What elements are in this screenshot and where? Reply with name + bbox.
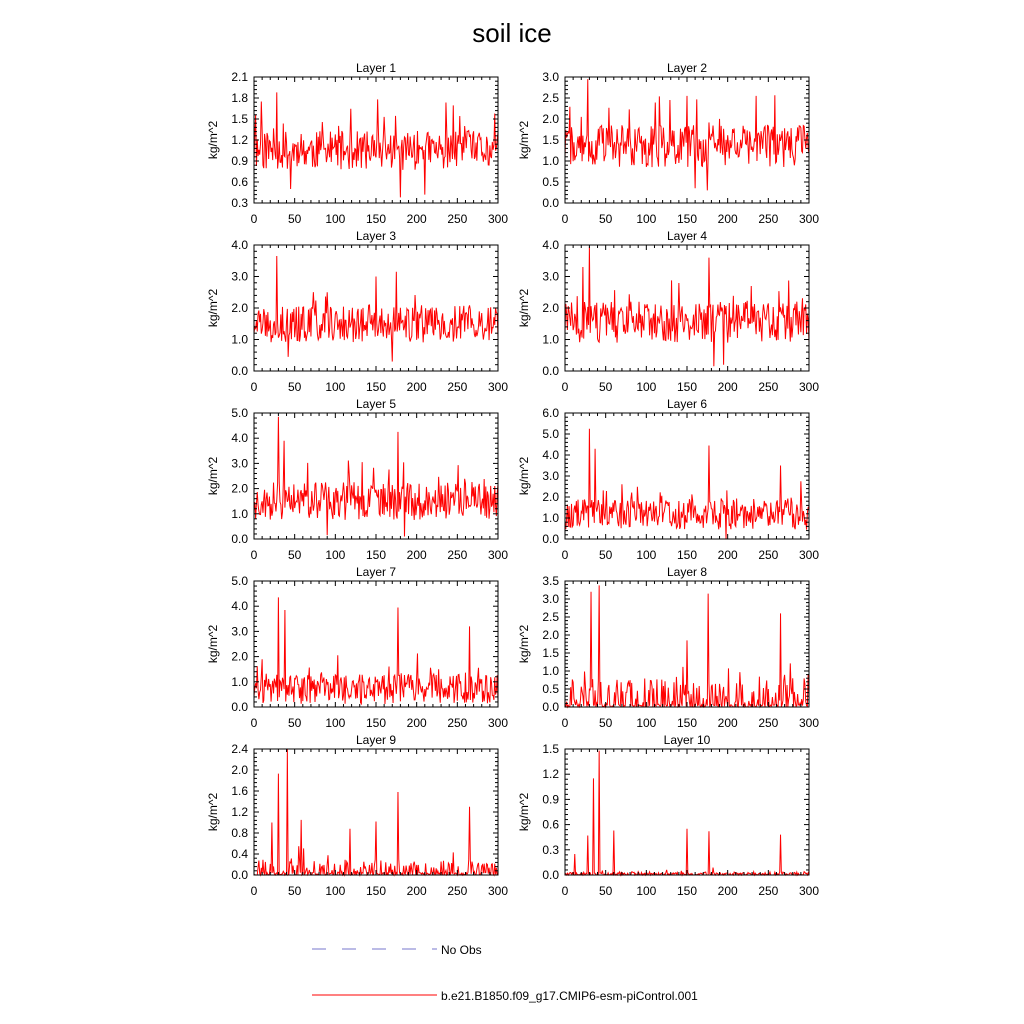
x-tick-label: 250 [447, 548, 468, 562]
x-tick-label: 200 [406, 548, 427, 562]
series-line [254, 92, 498, 197]
x-tick-label: 50 [287, 212, 302, 226]
x-tick-label: 0 [561, 548, 569, 562]
y-tick-label: 0.4 [231, 847, 248, 861]
panel-title: Layer 6 [666, 397, 708, 411]
x-tick-label: 200 [406, 380, 427, 394]
y-tick-label: 0.0 [542, 700, 559, 714]
x-tick-label: 0 [250, 212, 258, 226]
y-axis-label: kg/m^2 [206, 792, 220, 832]
y-tick-label: 1.0 [231, 332, 248, 347]
x-tick-label: 50 [598, 380, 613, 394]
y-tick-label: 1.6 [231, 784, 248, 798]
y-tick-label: 0.3 [542, 842, 559, 857]
y-axis-label: kg/m^2 [206, 456, 220, 496]
x-tick-label: 300 [798, 884, 820, 898]
x-tick-label: 150 [365, 380, 387, 394]
y-tick-label: 0.0 [542, 364, 559, 378]
y-axis-label: kg/m^2 [206, 120, 220, 160]
y-axis-label: kg/m^2 [517, 792, 531, 832]
x-tick-label: 0 [250, 884, 258, 898]
y-tick-label: 4.0 [542, 238, 559, 252]
y-tick-label: 0.5 [542, 175, 559, 189]
y-tick-label: 0.6 [542, 817, 559, 832]
x-tick-label: 300 [487, 212, 509, 226]
x-tick-label: 250 [447, 212, 468, 226]
y-tick-label: 3.0 [231, 456, 248, 471]
series-line [565, 79, 809, 190]
x-tick-label: 100 [636, 548, 657, 562]
x-tick-label: 100 [636, 380, 657, 394]
panel-title: Layer 7 [355, 565, 397, 579]
y-tick-label: 3.0 [542, 592, 559, 606]
x-tick-label: 200 [406, 884, 427, 898]
x-tick-label: 100 [325, 548, 346, 562]
y-tick-label: 2.0 [542, 628, 559, 642]
x-tick-label: 50 [598, 716, 613, 730]
panel-layer-10 [517, 733, 819, 898]
y-tick-label: 0.0 [542, 196, 559, 210]
panel-title: Layer 10 [663, 733, 711, 747]
x-tick-label: 0 [561, 212, 569, 226]
x-tick-label: 50 [287, 884, 302, 898]
y-tick-label: 1.5 [231, 112, 248, 126]
x-tick-label: 150 [676, 212, 698, 226]
x-tick-label: 50 [598, 884, 613, 898]
y-tick-label: 1.0 [542, 154, 559, 168]
y-axis-label: kg/m^2 [206, 624, 220, 664]
x-tick-label: 300 [798, 548, 820, 562]
series-line [565, 429, 809, 539]
y-tick-label: 2.4 [231, 742, 248, 756]
y-tick-label: 4.0 [542, 448, 559, 462]
x-tick-label: 250 [758, 212, 779, 226]
y-tick-label: 1.2 [542, 767, 559, 782]
y-tick-label: 5.0 [542, 427, 559, 441]
x-tick-label: 200 [406, 212, 427, 226]
x-tick-label: 100 [636, 212, 657, 226]
chart-title: soil ice [472, 18, 552, 48]
x-tick-label: 150 [676, 548, 698, 562]
x-tick-label: 250 [758, 548, 779, 562]
panel-layer-5 [206, 397, 508, 562]
x-tick-label: 100 [325, 380, 346, 394]
y-tick-label: 1.8 [231, 91, 248, 105]
x-tick-label: 250 [447, 884, 468, 898]
x-tick-label: 150 [676, 716, 698, 730]
y-tick-label: 1.0 [542, 511, 559, 525]
plot-frame [254, 749, 498, 875]
series-line [565, 751, 809, 875]
y-tick-label: 3.0 [231, 624, 248, 639]
y-tick-label: 1.0 [231, 674, 248, 689]
panel-title: Layer 4 [666, 229, 708, 243]
x-tick-label: 0 [250, 548, 258, 562]
x-tick-label: 300 [798, 212, 820, 226]
series-line [565, 247, 809, 367]
y-tick-label: 5.0 [231, 574, 248, 588]
x-tick-label: 150 [676, 380, 698, 394]
x-tick-label: 100 [325, 884, 346, 898]
panel-layer-3 [206, 229, 508, 394]
y-tick-label: 2.0 [542, 490, 559, 504]
panel-grid [206, 61, 819, 898]
panel-title: Layer 5 [355, 397, 397, 411]
y-tick-label: 1.5 [542, 742, 559, 756]
x-tick-label: 50 [287, 548, 302, 562]
x-tick-label: 100 [636, 884, 657, 898]
y-tick-label: 2.0 [231, 763, 248, 777]
x-tick-label: 150 [676, 884, 698, 898]
series-line [254, 417, 498, 537]
y-tick-label: 1.5 [542, 133, 559, 147]
x-tick-label: 200 [717, 716, 738, 730]
y-tick-label: 4.0 [231, 599, 248, 614]
y-tick-label: 2.0 [231, 649, 248, 664]
x-tick-label: 100 [325, 212, 346, 226]
x-tick-label: 50 [287, 716, 302, 730]
y-tick-label: 0.3 [231, 196, 248, 210]
y-tick-label: 1.2 [231, 133, 248, 147]
x-tick-label: 250 [447, 716, 468, 730]
x-tick-label: 50 [598, 212, 613, 226]
y-tick-label: 2.0 [231, 301, 248, 315]
y-tick-label: 1.5 [542, 646, 559, 660]
x-tick-label: 200 [717, 548, 738, 562]
x-tick-label: 100 [325, 716, 346, 730]
x-tick-label: 300 [487, 380, 509, 394]
y-tick-label: 3.5 [542, 574, 559, 588]
y-tick-label: 4.0 [231, 431, 248, 446]
y-tick-label: 0.0 [231, 364, 248, 378]
x-tick-label: 300 [798, 716, 820, 730]
series-line [254, 597, 498, 704]
y-tick-label: 0.6 [231, 175, 248, 189]
y-tick-label: 0.8 [231, 826, 248, 840]
series-line [254, 749, 498, 875]
y-axis-label: kg/m^2 [517, 624, 531, 664]
y-axis-label: kg/m^2 [206, 288, 220, 328]
panel-layer-8 [517, 565, 819, 730]
x-tick-label: 0 [561, 716, 569, 730]
y-tick-label: 1.0 [231, 506, 248, 521]
plot-frame [254, 413, 498, 539]
x-tick-label: 300 [798, 380, 820, 394]
panel-title: Layer 1 [355, 61, 397, 75]
panel-layer-1 [206, 61, 508, 226]
y-tick-label: 4.0 [231, 238, 248, 252]
x-tick-label: 50 [287, 380, 302, 394]
legend-no-obs-label: No Obs [441, 943, 482, 957]
y-tick-label: 0.0 [542, 868, 559, 882]
y-tick-label: 3.0 [542, 469, 559, 483]
x-tick-label: 150 [365, 548, 387, 562]
x-tick-label: 200 [717, 212, 738, 226]
panel-layer-6 [517, 397, 819, 562]
x-tick-label: 150 [365, 716, 387, 730]
y-tick-label: 1.0 [542, 332, 559, 347]
y-tick-label: 2.5 [542, 91, 559, 105]
x-tick-label: 200 [717, 380, 738, 394]
x-tick-label: 300 [487, 884, 509, 898]
y-tick-label: 1.0 [542, 664, 559, 678]
x-tick-label: 250 [447, 380, 468, 394]
plot-frame [565, 245, 809, 371]
y-tick-label: 2.0 [231, 481, 248, 496]
panel-layer-2 [517, 61, 819, 226]
x-tick-label: 0 [250, 716, 258, 730]
y-tick-label: 1.2 [231, 805, 248, 819]
y-axis-label: kg/m^2 [517, 456, 531, 496]
x-tick-label: 0 [250, 380, 258, 394]
x-tick-label: 0 [561, 380, 569, 394]
x-tick-label: 200 [406, 716, 427, 730]
panel-title: Layer 8 [666, 565, 708, 579]
panel-title: Layer 3 [355, 229, 397, 243]
y-tick-label: 2.1 [231, 70, 248, 84]
y-tick-label: 0.9 [542, 792, 559, 807]
y-tick-label: 0.9 [231, 154, 248, 168]
y-tick-label: 0.0 [542, 532, 559, 546]
series-line [565, 585, 809, 707]
panel-layer-4 [517, 229, 819, 394]
x-tick-label: 50 [598, 548, 613, 562]
y-tick-label: 2.0 [542, 112, 559, 126]
x-tick-label: 100 [636, 716, 657, 730]
y-tick-label: 2.0 [542, 301, 559, 315]
panel-layer-7 [206, 565, 508, 730]
y-tick-label: 0.0 [231, 868, 248, 882]
panel-title: Layer 9 [355, 733, 397, 747]
x-tick-label: 0 [561, 884, 569, 898]
y-tick-label: 5.0 [231, 406, 248, 420]
y-axis-label: kg/m^2 [517, 288, 531, 328]
y-axis-label: kg/m^2 [517, 120, 531, 160]
x-tick-label: 200 [717, 884, 738, 898]
legend [312, 943, 698, 1003]
y-tick-label: 0.5 [542, 682, 559, 696]
x-tick-label: 250 [758, 380, 779, 394]
legend-model-label: b.e21.B1850.f09_g17.CMIP6-esm-piControl.001 [441, 989, 698, 1003]
y-tick-label: 2.5 [542, 610, 559, 624]
x-tick-label: 150 [365, 212, 387, 226]
y-tick-label: 0.0 [231, 700, 248, 714]
series-line [254, 256, 498, 362]
y-tick-label: 3.0 [542, 269, 559, 284]
x-tick-label: 150 [365, 884, 387, 898]
panel-title: Layer 2 [666, 61, 708, 75]
y-tick-label: 6.0 [542, 406, 559, 420]
y-tick-label: 3.0 [542, 70, 559, 84]
x-tick-label: 300 [487, 548, 509, 562]
panel-layer-9 [206, 733, 508, 898]
x-tick-label: 300 [487, 716, 509, 730]
y-tick-label: 0.0 [231, 532, 248, 546]
x-tick-label: 250 [758, 716, 779, 730]
y-tick-label: 3.0 [231, 269, 248, 284]
x-tick-label: 250 [758, 884, 779, 898]
